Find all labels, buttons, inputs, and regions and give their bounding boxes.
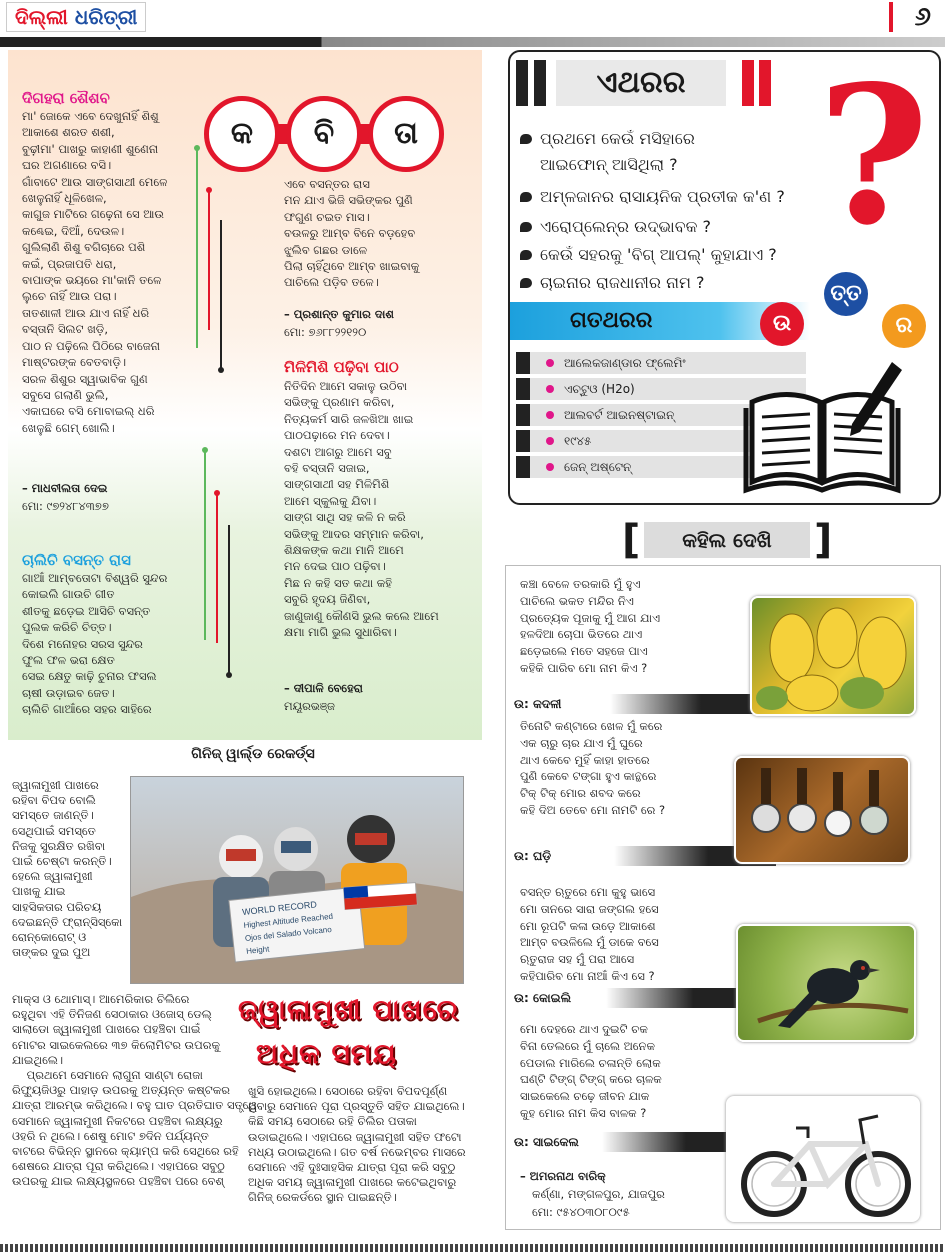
bicycle-photo xyxy=(726,1096,920,1222)
text-line: ଚାଷୀ ଉଡ଼ାଇବ ଜେତ। xyxy=(22,685,115,700)
riddle-1-answer: ଉ: କଦଳୀ xyxy=(514,697,562,711)
poem2-cont-body xyxy=(284,176,419,291)
text-line: ଖୁସି ହୋଇଥିଲେ। ସେଠାରେ ରହିବା ବିପଦପୂର୍ଣ୍ଣ xyxy=(248,1084,448,1098)
kavita-banner xyxy=(204,90,444,178)
riddle-4-answer: ଉ: ସାଇକେଲ xyxy=(514,1135,579,1149)
text-line: କୁହ ମୋର ନାମ କିସ ବାଳକ ? xyxy=(520,1105,647,1120)
text-line: ତିନୋଟି କଣ୍ଟାରେ ଖେଳ ମୁଁ କରେ xyxy=(520,719,663,733)
text-line: ଚାଲିଚି ଗାଆଁରେ ସହର ସାହିରେ xyxy=(22,702,152,717)
text-line: ପାଠ ନ ପଢ଼ିଲେ ପିଠିରେ ବାଜେନା xyxy=(22,338,160,353)
text-line: ଶେଷରେ ଯାତ୍ରା ପୂରା କରିଥିଲେ। ଏହାପରେ ସବୁଠୁ xyxy=(12,1159,225,1174)
text-line: ସବୁରି ହୃଦୟ ଜିଣିବା, xyxy=(284,592,371,607)
deco-dot xyxy=(226,672,232,678)
text-line: ସେଥିପାଇଁ ସମସ୍ତେ xyxy=(12,823,96,838)
volcano-expedition-illustration xyxy=(131,777,464,984)
logo-part2: ଧରିତ୍ରୀ xyxy=(74,5,138,29)
text-line: ସଭିଙ୍କୁ ପ୍ରଣାମ କରିବା, xyxy=(284,395,395,410)
banner-line-2: Highest Altitude Reached xyxy=(243,911,334,931)
answer-row: ଆଲେକଜାଣ୍ଡାର ଫ୍ଲେମିଂ xyxy=(516,352,806,374)
riddle-3-answer: ଉ: କୋଇଲି xyxy=(514,991,572,1005)
text-line: ଏବେ ବସନ୍ତର ରାସ xyxy=(284,177,370,191)
deco-line-black xyxy=(228,525,230,675)
guinness-column-1 xyxy=(12,778,122,960)
deco-line-red xyxy=(208,190,210,330)
text-line: ଥିବାରୁ ସେମାନେ ପୂରା ପ୍ରସ୍ତୁତି ସହିତ ଯାଇଥିଲେ। xyxy=(248,1099,465,1114)
quiz-heading xyxy=(516,60,771,106)
bracket-right-icon: ] xyxy=(814,517,833,563)
bullet-icon xyxy=(520,278,532,288)
poem1-phone: ମୋ: ୯୭୨୪୮୪୩୭୭ xyxy=(22,499,109,513)
text-line: ବିନା ତେଲରେ ମୁଁ ଚାଲେ ଅନେକ xyxy=(520,1038,655,1053)
banner-line-4: Height xyxy=(245,944,270,956)
text-line: ଗାଁବାଟେ ଆଉ ସାଙ୍ଗସାଥୀ ମେଳେ xyxy=(22,174,168,189)
text-line: ମୋ ତାନରେ ସାରା ଜଙ୍ଗଲ ହସେ xyxy=(520,901,659,916)
poem2-title: ଚାଲିଚି ବସନ୍ତ ରାସ xyxy=(22,551,131,569)
text-line: ମାକ୍ସ ଓ ଥୋମାସ୍। ଆମେରିକାର ଚିଲିରେ xyxy=(12,992,190,1006)
guinness-wide-text xyxy=(12,992,257,1190)
answer-row: ୧୯୪୫ xyxy=(516,430,806,452)
text-line: ଆମେ ସ୍କୁଲକୁ ଯିବା। xyxy=(284,493,377,508)
text-line: ପାଖକୁ ଯାଇ xyxy=(12,884,66,899)
text-line: ଘର ଅଗଣାରେ ବସି। xyxy=(22,158,112,173)
banner-line-3: Ojos del Salado Volcano xyxy=(244,924,333,943)
answer-row: ଆଲବର୍ଟ ଆଇନଷ୍ଟାଇନ୍ xyxy=(516,404,806,426)
quiz-question-4: କେଉଁ ସହରକୁ 'ବିଗ୍ ଆପଲ୍' କୁହାଯାଏ ? xyxy=(520,244,777,266)
poem2-body xyxy=(22,570,167,718)
text-line: କିଛି ସମୟ ସେଠାରେ ରହି ଚିଲିର ପତାକା xyxy=(248,1114,417,1129)
cuckoo-photo xyxy=(736,924,916,1042)
poem1-title: ଦିଗହରା ଶୈଶବ xyxy=(22,89,110,107)
poetry-section xyxy=(8,50,482,740)
deco-dot xyxy=(206,187,212,193)
text-line: କାଗୁଜ ମାଟିରେ ଗଢ଼େନା ସେ ଆଉ xyxy=(22,207,164,222)
text-line: ଥାଏ କେବେ ମୁହିଁ କାହା ହାତରେ xyxy=(520,752,650,767)
text-line: ଯାଇଥିଲେ। xyxy=(12,1052,64,1067)
text-line: ଋତୁରାଜ ସହ ମୁଁ ପରା ଆସେ xyxy=(520,952,635,967)
quiz-heading-red-bar xyxy=(742,60,754,106)
text-line: ଆମ୍ବ ବଉଳିଲେ ମୁଁ ଡାକେ ବସେ xyxy=(520,935,659,950)
uttar-letter-1: ଉ xyxy=(760,302,804,346)
logo-part1: ଦିଲ୍ଲୀ xyxy=(15,5,68,29)
guinness-column-3 xyxy=(248,1084,466,1206)
riddles-address: କର୍ଣ୍ଣା, ମଙ୍ଗଳପୁର, ଯାଜପୁର xyxy=(532,1187,665,1201)
text-line: ପୁଲକ କରିଚି ଚିତ୍ତ। xyxy=(22,620,112,635)
riddles-heading-text: କହିଲ ଦେଖି xyxy=(644,522,810,558)
text-line: ସମସ୍ତେ ଜାଣନ୍ତି। xyxy=(12,808,94,823)
text-line: ପାଠପଢ଼ାରେ ମନ ଦେବା। xyxy=(284,428,390,443)
answer-row: ଏଚ୍‌ଟୁଓ (H2o) xyxy=(516,378,806,400)
banner-line-1: WORLD RECORD xyxy=(241,899,318,918)
riddles-section xyxy=(505,565,941,1230)
text-line: ପ୍ରଥମେ ସେମାନେ ଲାଗୁନା ସାଣ୍ଟା ରୋଜା xyxy=(12,1068,203,1083)
poem3-author: – ଦୀପାଳି ବେହେରା xyxy=(284,681,363,695)
text-line: ଜାଣୁଜାଣୁ କୌଣସି ଭୁଲ କଲେ ଆମେ xyxy=(284,608,439,623)
guinness-headline-1: ଜ୍ୱାଳାମୁଖୀ ପାଖରେ xyxy=(238,993,459,1026)
text-line: ପାଚିଲେ ପଡ଼ିବ ତଳେ। xyxy=(284,275,379,290)
quiz-question-5: ଚାଇନାର ରାଜଧାନୀର ନାମ ? xyxy=(520,272,705,294)
open-book-icon xyxy=(742,362,902,497)
quiz-heading-bar xyxy=(516,60,528,106)
text-line: ଦଶଟା ଆଗରୁ ଆମେ ସବୁ xyxy=(284,444,392,459)
uttar-letter-3: ର xyxy=(882,304,926,348)
text-line: ସେମାନେ ଜ୍ୱାଳାମୁଖୀ ନିକଟରେ ପହଞ୍ଚିବା ଲକ୍ଷ୍ୟରୁ xyxy=(12,1113,223,1128)
quiz-question-1: ପ୍ରଥମେ କେଉଁ ମସିହାରେ xyxy=(520,128,695,150)
kavita-letter-1: କ xyxy=(204,96,280,172)
riddles-author: – ଅମରନାଥ ବାରିକ୍ xyxy=(520,1169,606,1183)
poem1-author: – ମାଧବୀଲତା ଦେଇ xyxy=(22,481,108,495)
watches-photo xyxy=(734,756,910,864)
riddle-3-text xyxy=(520,884,659,985)
text-line: ମିଛ ନ କହି ସତ କଥା କହି xyxy=(284,575,392,590)
poem3-body xyxy=(284,378,439,641)
text-line: ମାଷ୍ଟରଙ୍କ ବେତବାଡ଼ି। xyxy=(22,355,127,370)
text-line: ହେଲେ ଜ୍ୱାଳାମୁଖୀ xyxy=(12,869,93,884)
banana-photo xyxy=(750,596,916,716)
text-line: ମୋଟର ସାଇକେଲରେ ୩୭ କିଲୋମିଟର ଉପରକୁ xyxy=(12,1037,220,1052)
poem2-author: – ପ୍ରଶାନ୍ତ କୁମାର ଦାଶ xyxy=(284,307,394,321)
text-line: ସେଇ କ୍ଷେତୁ କାଢ଼ି ଚୁନାର ଫସଲ xyxy=(22,669,157,684)
text-line: ଗିନିଜ୍ ରେକର୍ଡରେ ସ୍ଥାନ ପାଇଛନ୍ତି। xyxy=(248,1190,397,1205)
text-line: ମା' ଜୋକେ ଏବେ ଦେଖୁନାହିଁ ଶିଶୁ xyxy=(22,109,159,123)
poem1-body xyxy=(22,108,167,436)
text-line: ସାଇକେଲେ ଚଢ଼େ ଜୀବନ ଯାକ xyxy=(520,1089,650,1104)
text-line: ବଉଳରୁ ଆମ୍ବ ବିନେ ବଡ଼ହେବ xyxy=(284,226,416,241)
text-line: ଜ୍ୱାଳାମୁଖୀ ପାଖରେ xyxy=(12,778,99,792)
text-line: ପାଚିଲେ ଭକତ ମନ୍ଦିର ନିଏ xyxy=(520,593,634,608)
text-line: ଯାତ୍ରା ଆରମ୍ଭ କରିଥିଲେ। ବହୁ ଘାତ ପ୍ରତିଘାତ ସତ୍ତ୍ୱେ xyxy=(12,1098,258,1113)
kavita-letter-2: ବି xyxy=(286,96,362,172)
text-line: ନିତିଦିନ ଆମେ ସକାଳୁ ଉଠିବା xyxy=(284,379,408,393)
uttar-letter-2: ତ୍ତ xyxy=(824,272,868,316)
text-line: ଝୁଲିବ ଗଛର ଡାଳେ xyxy=(284,242,368,257)
text-line: ସାହସିକତାର ପରିଚୟ xyxy=(12,899,102,914)
text-line: ବସ୍ତାନି ସିଲଟ ଖଡ଼ି, xyxy=(22,322,108,337)
text-line: ଏକ ଚାରୁ ଚାର ଯାଏ ମୁଁ ଘୁରେ xyxy=(520,735,643,750)
quiz-question-3: ଏରୋପ୍ଲେନ୍‌ର ଉଦ୍ଭାବକ ? xyxy=(520,216,711,238)
bracket-left-icon: [ xyxy=(622,517,641,563)
riddle-1-text xyxy=(520,576,660,677)
text-line: ଓହରି ନ ଥିଲେ। ଶେଷୁ ମୋଟ ୭ଦିନ ପର୍ଯ୍ୟନ୍ତ xyxy=(12,1128,209,1143)
text-line: ବାଟରେ ବିଭିନ୍ନ ସ୍ଥାନରେ କ୍ୟାମ୍ପ କରି ସେଥିରେ ରହି xyxy=(12,1144,239,1159)
text-line: ଛଡ଼େଇଲେ ମତେ ସହଜେ ପାଏ xyxy=(520,644,648,659)
text-line: ତାତଶାଳୀ ଆଉ ଯାଏ ନାହିଁ ଧରି xyxy=(22,305,150,320)
text-line: କହି ଦିଅ ତେବେ ମୋ ନାମଟି ରେ ? xyxy=(520,802,666,817)
text-line: ରିଫ୍ୟୁଜିଓରୁ ପାହାଡ଼ ଉପରକୁ ଅତ୍ୟନ୍ତ କଷ୍ଟକର xyxy=(12,1083,230,1098)
text-line: ସାଲାଡୋ ଜ୍ୱାଳାମୁଖୀ ପାଖରେ ପହଞ୍ଚିବା ପାଇଁ xyxy=(12,1022,201,1037)
riddle-2-text xyxy=(520,718,665,819)
text-line: ମୋ ଦେହରେ ଥାଏ ଦୁଇଟି ଚକ xyxy=(520,1022,648,1036)
text-line: ନିଜକୁ ସୁରକ୍ଷିତ ରଖିବା xyxy=(12,838,106,853)
deco-dot xyxy=(218,367,224,373)
text-line: କଣ୍ଢେଇ, ଦିଆଁ, ଦେଉଳ। xyxy=(22,223,125,238)
text-line: ଟିକ୍ ଟିକ୍ ମୋର ଶବଦ କରେ xyxy=(520,786,641,801)
deco-line-green xyxy=(204,450,206,640)
text-line: ଖେଳୁଛି ଗେମ୍ ଖୋଲି। xyxy=(22,420,115,435)
guinness-photo xyxy=(130,776,464,984)
poem2-phone: ମୋ: ୭୬୮୮୨୨୧୨୦ xyxy=(284,325,367,339)
quiz-heading-text: ଏଥରର xyxy=(556,60,726,106)
guinness-section-title: ଗିନିଜ୍ ୱାର୍ଲ୍ଡ ରେକର୍ଡ୍ସ xyxy=(191,746,315,762)
answer-row: ଜେନ୍ ଅଷ୍ଟେନ୍ xyxy=(516,456,806,478)
riddle-4-answer-bar xyxy=(506,1132,746,1152)
text-line: ଉଡାଇଥିଲେ। ଏହାପରେ ଜ୍ୱାଳାମୁଖୀ ସହିତ ଫଟୋ xyxy=(248,1129,462,1144)
text-line: ହଳଦିଆ ଚୋପା ଭିତରେ ଥାଏ xyxy=(520,627,643,642)
text-line: ଗାଆଁ ଆମ୍ବତୋଟା ବିଶ୍ୱରି ସୁନ୍ଦର xyxy=(22,571,168,585)
text-line: ଲୁଚେ ନାହିଁ ଆଉ ପରା। xyxy=(22,289,117,304)
text-line: ଗୁଲିଲାଣି ଶିଶୁ ବଗିଚାରେ ପଶି xyxy=(22,240,146,255)
kavita-letter-3: ତା xyxy=(368,96,444,172)
chile-flag-icon xyxy=(344,883,417,910)
text-line: ପିଲା ଚାହିଁଥିବେ ଆମ୍ବ ଖାଇବାକୁ xyxy=(284,259,420,274)
text-line: ମଧ୍ୟ ଉଠାଇଥିଲେ। ଗତ ବର୍ଷ ନଭେମ୍ବର ମାସରେ xyxy=(248,1144,466,1159)
bullet-icon xyxy=(520,134,532,144)
bullet-icon xyxy=(520,222,532,232)
quiz-heading-bar xyxy=(534,60,546,106)
text-line: ସବୁସେ ଗଲାଣି ଭୁଲି, xyxy=(22,387,109,402)
text-line: ପାଇଁ ଚେଷ୍ଟା କରନ୍ତି। xyxy=(12,854,112,869)
text-line: ବାପାଙ୍କ ଭୟରେ ମା'କାନି ତଳେ xyxy=(22,273,162,288)
text-line: ମନ ଦେଇ ପାଠ ପଢ଼ିବା। xyxy=(284,559,386,574)
text-line: ବହି ବସ୍ତାନି ସଜାଇ, xyxy=(284,461,370,476)
quiz-question-1-cont: ଆଇଫୋନ୍ ଆସିଥିଲା ? xyxy=(540,155,678,174)
text-line: ରହୁଥିବା ଏହି ତିନିଜଣ ସେଠାକାର ଓଜୋସ୍ ଡେଲ୍ xyxy=(12,1007,212,1022)
text-line: ରୋନ୍‌କୋରୋଟ୍ ଓ xyxy=(12,930,87,945)
bullet-icon xyxy=(520,192,532,202)
quiz-heading-red-bar xyxy=(759,60,771,106)
deco-dot xyxy=(194,145,200,151)
text-line: ଶିକ୍ଷକଙ୍କ କଥା ମାନି ଆମେ xyxy=(284,543,404,558)
text-line: କହିକି ପାରିବ ମୋ ନାମ କିଏ ? xyxy=(520,660,648,675)
text-line: ରହିବା ବିପଦ ବୋଲି xyxy=(12,793,96,808)
riddles-heading xyxy=(622,518,832,562)
text-line: ପୁଣି କେବେ ଟଙ୍ଗା ହୁଏ କାନ୍ଥରେ xyxy=(520,769,657,784)
quiz-box xyxy=(508,50,941,505)
text-line: ଆକାଶେ ଶରତ ଶଶୀ, xyxy=(22,125,115,140)
question-mark-icon: ? xyxy=(817,50,929,267)
header-red-divider xyxy=(889,2,893,32)
text-line: ଫୁଲ ଫଳ ଭରା କ୍ଷେତ xyxy=(22,653,115,668)
text-line: ମନ ଯାଏ ଭିଜି ସଭିଙ୍କର ପୁଣି xyxy=(284,193,413,208)
newspaper-logo xyxy=(6,2,146,32)
previous-answers-heading: ଗତଥରର xyxy=(570,308,653,333)
text-line: ଘଣ୍ଟି ଟିଙ୍ଗ୍ ଟିଙ୍ଗ୍ କରେ ଚାଳକ xyxy=(520,1072,662,1087)
poem3-place: ମୟୂରଭଞ୍ଜ xyxy=(284,699,335,713)
text-line: ତାଙ୍କର ଦୁଇ ପୁଅ xyxy=(12,945,91,960)
header-rule xyxy=(0,37,945,47)
text-line: ସେମାନେ ଏହି ଦୁଃସାହସିକ ଯାତ୍ରା ପୂରା କରି ସବୁଠୁ xyxy=(248,1160,456,1175)
bullet-icon xyxy=(520,250,532,260)
text-line: ଦେଇଛନ୍ତି ଫ୍ରାନ୍ସିସ୍‌କୋ xyxy=(12,914,123,929)
quiz-question-2: ଅମ୍ଳଜାନର ରାସାୟନିକ ପ୍ରତୀକ କ'ଣ ? xyxy=(520,186,785,208)
text-line: ବୁଢ଼ୀମା' ପାଖରୁ କାହାଣୀ ଶୁଣେନା xyxy=(22,141,159,156)
riddle-2-answer: ଉ: ଘଡ଼ି xyxy=(514,849,552,863)
text-line: କଞ୍ଚା ବେଳେ ତରକାରି ମୁଁ ହୁଏ xyxy=(520,577,641,591)
text-line: ପ୍ରତ୍ୟେକ ପୂଜାକୁ ମୁଁ ଆଗ ଯାଏ xyxy=(520,610,661,625)
text-line: କ୍ଷମା ମାଗି ଭୁଲ ସୁଧାରିବା। xyxy=(284,625,397,640)
deco-dot xyxy=(214,490,220,496)
text-line: କଇଁ, ପ୍ରଜାପତି ଧରା, xyxy=(22,256,117,271)
text-line: ଫଗୁଣ ଚଇତ ମାସ। xyxy=(284,209,370,224)
deco-line-green xyxy=(196,148,198,348)
text-line: ସଭିଙ୍କୁ ଆଦର ସମ୍ମାନ କରିବା, xyxy=(284,526,424,541)
text-line: କୋଇଲି ଗାଉଚି ଗୀତ xyxy=(22,587,115,602)
text-line: ମୋ ରୂପଟି କଳା ଉଡ଼େ ଆକାଶେ xyxy=(520,918,656,933)
text-line: ଦିଶେ ମନୋହର ସରସ ସୁନ୍ଦର xyxy=(22,636,143,651)
text-line: ଏକାଘରେ ବସି ମୋବାଇଲ୍ ଧରି xyxy=(22,404,155,419)
guinness-headline-2: ଅଧିକ ସମୟ xyxy=(256,1037,397,1070)
text-line: ସରଳ ଶିଶୁର ସ୍ୱାଭାବିକ ଗୁଣ xyxy=(22,371,148,386)
text-line: ଶୀତକୁ ଛଡ଼େଇ ଆସିଚି ବସନ୍ତ xyxy=(22,603,151,618)
text-line: ନିତ୍ୟକର୍ମ ସାରି ଜଳଖିଆ ଖାଇ xyxy=(284,411,414,426)
deco-line-black xyxy=(220,220,222,370)
deco-line-red xyxy=(216,493,218,643)
text-line: ଉପରକୁ ଯାଇ ଲକ୍ଷ୍ୟସ୍ଥଳରେ ପହଞ୍ଚିବା ପରେ ବେଶ୍ xyxy=(12,1174,224,1189)
riddle-4-text xyxy=(520,1021,662,1122)
masthead xyxy=(0,0,945,34)
deco-dot xyxy=(202,447,208,453)
text-line: କହିପାରିବ ମୋ ନାଆଁ କିଏ ସେ ? xyxy=(520,968,655,983)
riddle-1-answer-bar xyxy=(506,694,766,714)
riddle-3-answer-bar xyxy=(506,988,756,1008)
riddles-phone: ମୋ: ୯୫୪୦୩୦୮୦୯୫ xyxy=(532,1205,630,1219)
text-line: ବସନ୍ତ ଋତୁରେ ମୋ କୁହୁ ଭାସେ xyxy=(520,885,656,899)
text-line: ସାଙ୍ଗ ସାଥି ସହ କଳି ନ କରି xyxy=(284,510,406,525)
footer-rule xyxy=(0,1244,945,1252)
text-line: ଖେଳୁନାହିଁ ଧୂଳିଖେଳ, xyxy=(22,191,107,206)
text-line: ଅଧିକ ସମୟ ଜ୍ୱାଳାମୁଖୀ ପାଖରେ କଟେଇଥିବାରୁ xyxy=(248,1175,457,1190)
text-line: ପେଡାଲ ମାରିଲେ ଚଳାନ୍ତି ଲୋକ xyxy=(520,1055,661,1070)
text-line: ସାଙ୍ଗସାଥୀ ସହ ମିଳିମିଶି xyxy=(284,477,390,492)
page-number: ୬ xyxy=(914,2,931,32)
poem3-title: ମିଳିମିଶି ପଢ଼ିବା ପାଠ xyxy=(284,358,399,376)
